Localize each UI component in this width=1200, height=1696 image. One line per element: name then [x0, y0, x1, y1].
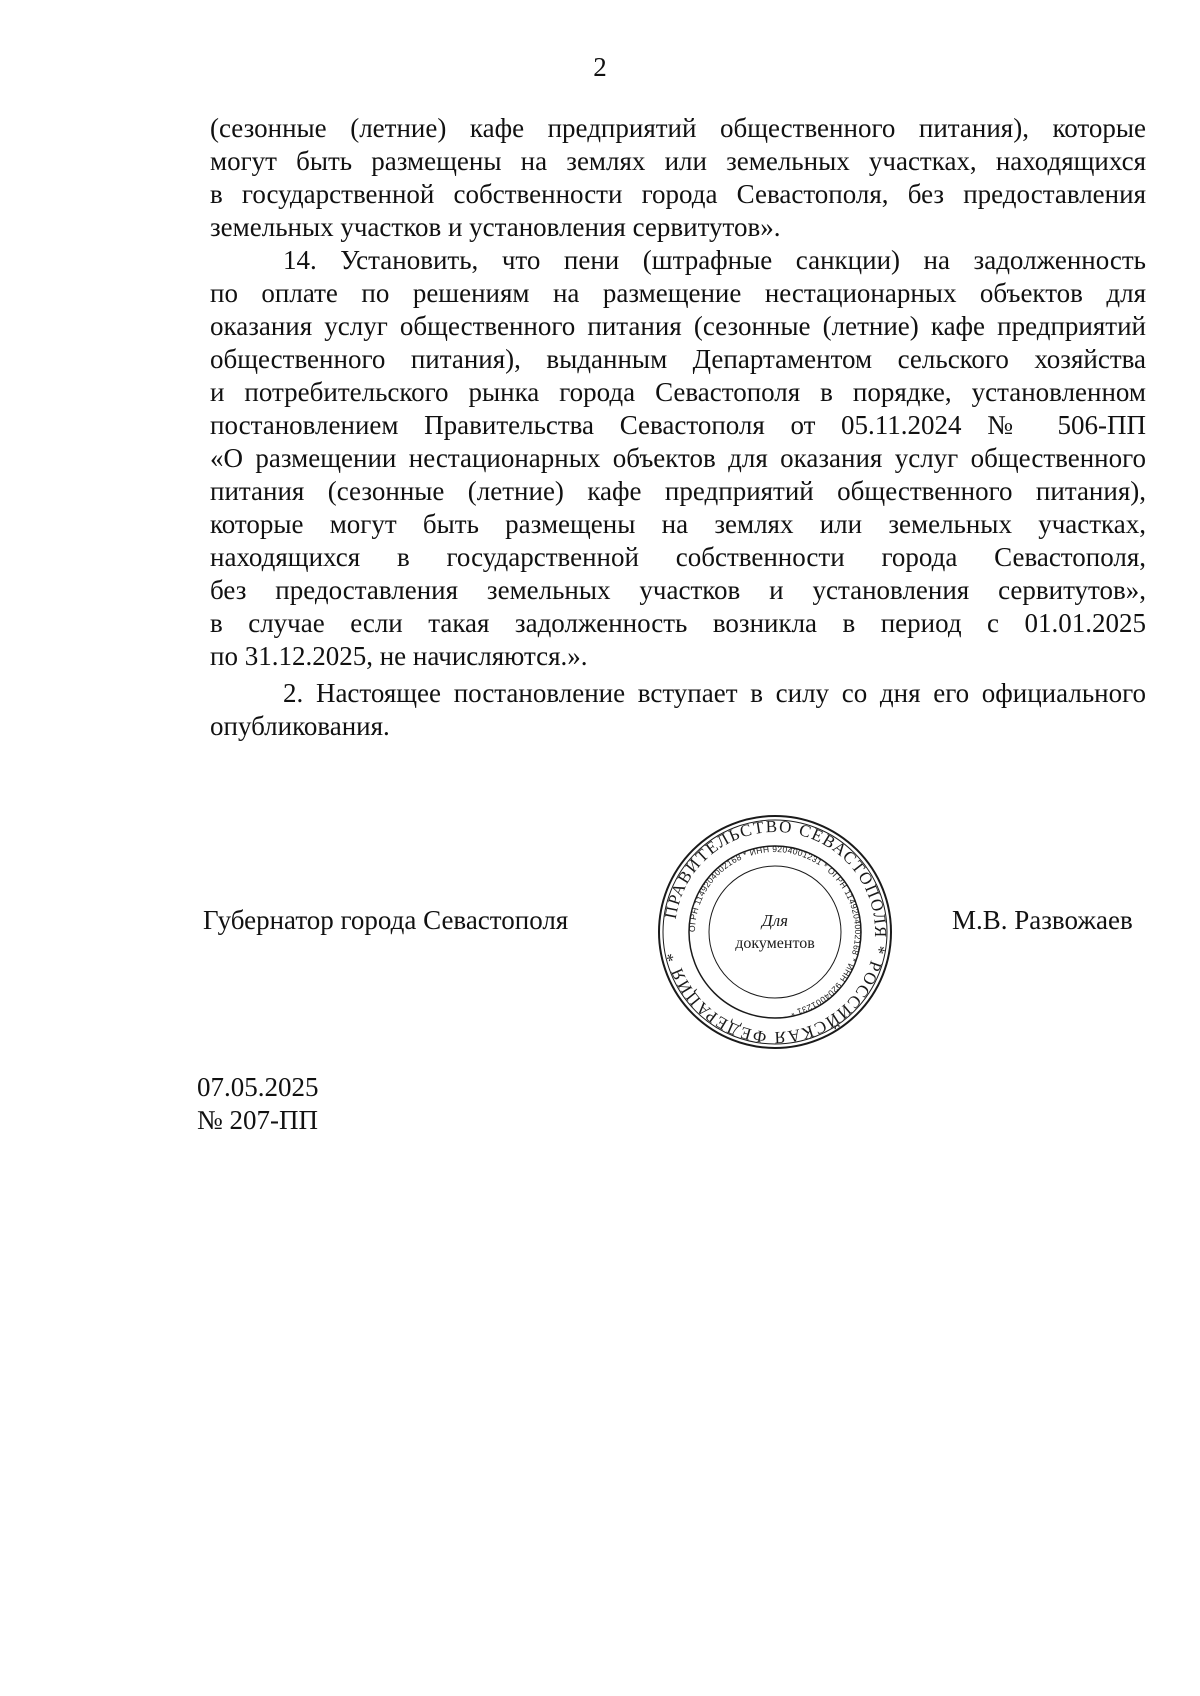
signatory-position: Губернатор города Севастополя [203, 905, 569, 935]
item-14-line: 14. Установить, что пени (штрафные санкции) на задолженность [283, 245, 1146, 275]
item-14-line: по оплате по решениям на размещение нестационарных объектов для [210, 278, 1146, 308]
item-14-line: «О размещении нестационарных объектов для оказания услуг общественного [210, 443, 1146, 473]
item-14-line: постановлением Правительства Севастополя от 05.11.2024 № 506-ПП [210, 410, 1146, 440]
item-14-line: оказания услуг общественного питания (сезонные (летние) кафе предприятий [210, 311, 1146, 341]
item-14-line: находящихся в государственной собственности города Севастополя, [210, 542, 1146, 572]
item-14-line: которые могут быть размещены на землях или земельных участках, [210, 509, 1146, 539]
item-14-line: без предоставления земельных участков и установления сервитутов», [210, 575, 1146, 605]
page-number: 2 [593, 52, 607, 82]
item-2-line: 2. Настоящее постановление вступает в силу со дня его официального [283, 678, 1146, 708]
paragraph-line: могут быть размещены на землях или земельных участках, находящихся [210, 146, 1146, 176]
paragraph-line: в государственной собственности города Севастополя, без предоставления [210, 179, 1146, 209]
seal-center-line-1: Для [761, 911, 789, 930]
official-seal-icon [655, 812, 895, 1052]
item-14-line: общественного питания), выданным Департаментом сельского хозяйства [210, 344, 1146, 374]
paragraph-line: земельных участков и установления сервитутов». [210, 212, 781, 242]
seal-ring-text: ОГРН 1149204002168 * ИНН 9204001231 * ОГРН 1149204002168 * ИНН 9204001231 * [686, 843, 864, 1019]
document-date: 07.05.2025 [197, 1072, 319, 1102]
item-2-line: опубликования. [210, 711, 390, 741]
item-14-line: питания (сезонные (летние) кафе предприятий общественного питания), [210, 476, 1146, 506]
signatory-name: М.В. Развожаев [952, 905, 1133, 935]
seal-outer-text: ПРАВИТЕЛЬСТВО СЕВАСТОПОЛЯ * РОССИЙСКАЯ ФЕДЕРАЦИЯ * [660, 816, 891, 1048]
item-14-line: в случае если такая задолженность возникла в период с 01.01.2025 [210, 608, 1146, 638]
document-number: № 207-ПП [197, 1105, 318, 1135]
seal-center-line-2: документов [735, 935, 815, 952]
paragraph-line: (сезонные (летние) кафе предприятий общественного питания), которые [210, 113, 1146, 143]
item-14-line: и потребительского рынка города Севастополя в порядке, установленном [210, 377, 1146, 407]
item-14-line: по 31.12.2025, не начисляются.». [210, 641, 588, 671]
